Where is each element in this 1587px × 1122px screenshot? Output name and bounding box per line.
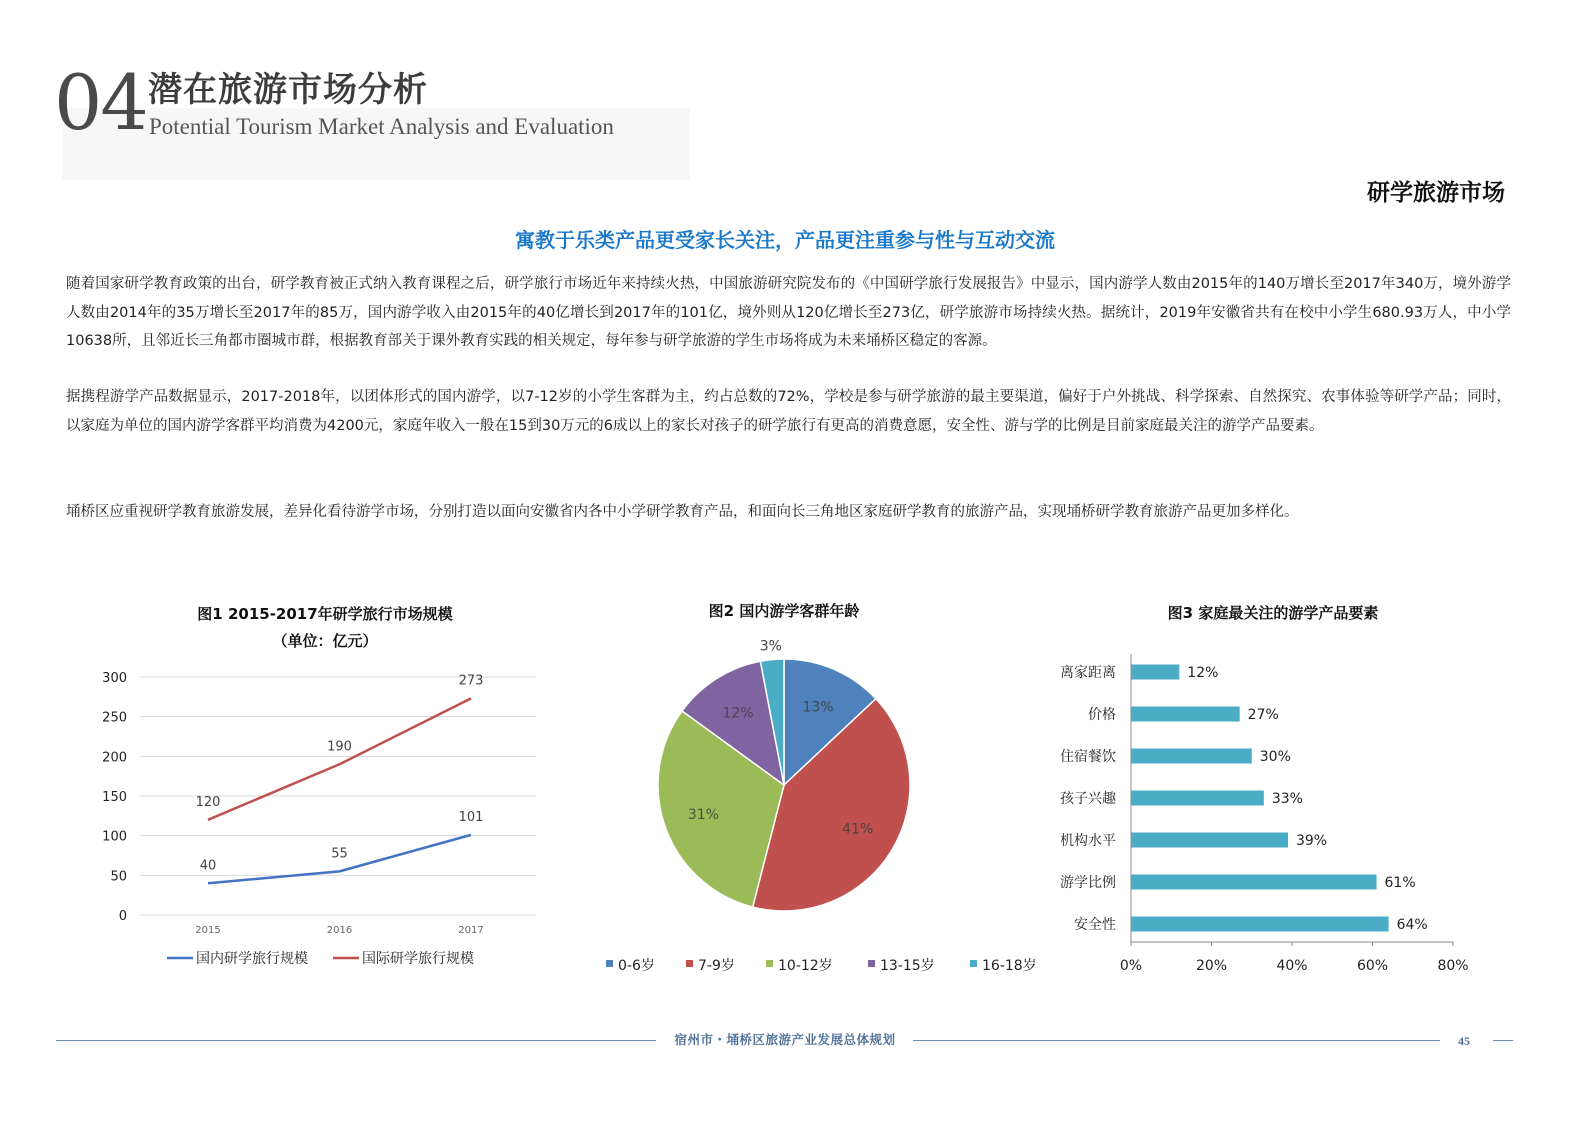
category-label: 安全性: [1074, 917, 1116, 933]
y-tick-label: 0: [118, 909, 127, 924]
headline: 寓教于乐类产品更受家长关注，产品更注重参与性与互动交流: [515, 228, 1055, 252]
data-label: 27%: [1247, 707, 1279, 723]
legend-swatch: [766, 960, 773, 967]
chart-title: 图1 2015-2017年研学旅行市场规模: [197, 605, 453, 623]
x-tick-label: 2016: [326, 925, 353, 936]
x-tick-label: 40%: [1276, 958, 1308, 974]
legend-label: 13-15岁: [880, 958, 935, 974]
y-tick-label: 300: [102, 671, 127, 686]
legend-swatch: [970, 960, 977, 967]
paragraph-2: 据携程游学产品数据显示，2017-2018年，以团体形式的国内游学，以7-12岁的小学生客群为主，约占总数的72%，学校是参与研学旅游的最主要渠道，偏好于户外挑战、科学探索、自然探究、农事体验等研学产品；同时，以家庭为单位的国内游学客群平均消费为4200元，家庭年收入一般在15到30万元的6成以上的家长对孩子的研学旅行有更高的消费意愿，安全性、游与学的比例是目前家庭最关注的游学产品要素。: [66, 389, 1511, 434]
pie-label: 41%: [842, 821, 874, 838]
legend-label: 国内研学旅行规模: [196, 951, 308, 967]
pie-chart-age-groups: [580, 590, 1037, 990]
legend-label: 16-18岁: [982, 958, 1037, 974]
bar-chart-svg: [1030, 590, 1530, 990]
bar: [1131, 833, 1288, 848]
category-label: 孩子兴趣: [1060, 791, 1116, 807]
section-subtitle: Potential Tourism Market Analysis and Evaluation: [149, 114, 614, 139]
pie-label: 31%: [687, 807, 719, 824]
legend-label: 0-6岁: [618, 958, 655, 974]
pie-label: 13%: [802, 699, 834, 716]
line-chart-svg: [60, 590, 560, 990]
x-tick-label: 20%: [1195, 958, 1228, 974]
data-label: 64%: [1396, 917, 1428, 933]
line-chart-market-scale: [60, 590, 560, 990]
topic-title: 研学旅游市场: [1367, 179, 1505, 206]
bar: [1131, 707, 1240, 722]
category-label: 机构水平: [1060, 833, 1116, 849]
section-title: 潜在旅游市场分析: [148, 70, 428, 110]
y-tick-label: 200: [102, 750, 127, 766]
paragraph-3: 埇桥区应重视研学教育旅游发展，差异化看待游学市场，分别打造以面向安徽省内各中小学研学教育产品，和面向长三角地区家庭研学教育的旅游产品，实现埇桥研学教育旅游产品更加多样化。: [66, 504, 1299, 520]
bar: [1131, 791, 1264, 806]
category-label: 离家距离: [1060, 665, 1116, 681]
category-label: 价格: [1088, 707, 1116, 723]
legend-label: 10-12岁: [778, 958, 833, 974]
pie-chart-svg: [580, 590, 1037, 990]
legend-swatch: [686, 960, 693, 967]
data-label: 55: [331, 846, 348, 862]
chart-title: 图2 国内游学客群年龄: [708, 602, 860, 620]
section-number: 04: [54, 58, 147, 147]
data-label: 273: [458, 673, 484, 689]
bar: [1131, 665, 1179, 680]
pie-label: 3%: [759, 638, 782, 655]
legend-label: 国际研学旅行规模: [362, 951, 474, 967]
footer-title: 宿州市・埇桥区旅游产业发展总体规划: [674, 1032, 896, 1047]
y-tick-label: 50: [110, 869, 127, 885]
data-label: 120: [195, 794, 221, 810]
x-tick-label: 0%: [1119, 958, 1143, 974]
legend-swatch: [606, 960, 613, 967]
y-tick-label: 250: [102, 710, 127, 726]
bar-chart-product-factors: [1030, 590, 1530, 990]
data-label: 12%: [1187, 665, 1219, 681]
category-label: 住宿餐饮: [1060, 749, 1116, 765]
data-label: 30%: [1259, 749, 1291, 765]
x-tick-label: 60%: [1356, 958, 1389, 974]
data-label: 101: [458, 809, 484, 825]
x-tick-label: 2017: [458, 925, 484, 936]
data-label: 61%: [1384, 875, 1416, 891]
page-number: 45: [1458, 1034, 1470, 1048]
legend-label: 7-9岁: [698, 958, 735, 974]
pie-label: 12%: [722, 705, 754, 722]
legend-swatch: [868, 960, 875, 967]
bar: [1131, 749, 1252, 764]
category-label: 游学比例: [1060, 875, 1116, 891]
bar: [1131, 917, 1389, 932]
x-tick-label: 2015: [195, 925, 221, 936]
bar: [1131, 875, 1377, 890]
data-label: 190: [327, 739, 352, 755]
chart-title: 图3 家庭最关注的游学产品要素: [1167, 604, 1379, 622]
data-label: 33%: [1271, 791, 1303, 807]
data-label: 39%: [1295, 833, 1328, 849]
data-label: 40: [199, 858, 217, 874]
x-tick-label: 80%: [1437, 958, 1469, 974]
paragraph-1: 随着国家研学教育政策的出台，研学教育被正式纳入教育课程之后，研学旅行市场近年来持续火热，中国旅游研究院发布的《中国研学旅行发展报告》中显示，国内游学人数由2015年的140万增长至2017年340万，境外游学人数由2014年的35万增长至2017年的85万，国内游学收入由2015年的40亿增长到2017年的101亿，境外则从120亿增长至273亿，研学旅游市场持续火热。据统计，2019年安徽省共有在校中小学生680.93万人，中小学10638所，且邻近长三角都市圈城市群，根据教育部关于课外教育实践的相关规定，每年参与研学旅游的学生市场将成为未来埇桥区稳定的客源。: [66, 276, 1511, 349]
y-tick-label: 150: [102, 790, 127, 805]
chart-subtitle: （单位：亿元）: [272, 632, 378, 650]
y-tick-label: 100: [102, 829, 127, 845]
